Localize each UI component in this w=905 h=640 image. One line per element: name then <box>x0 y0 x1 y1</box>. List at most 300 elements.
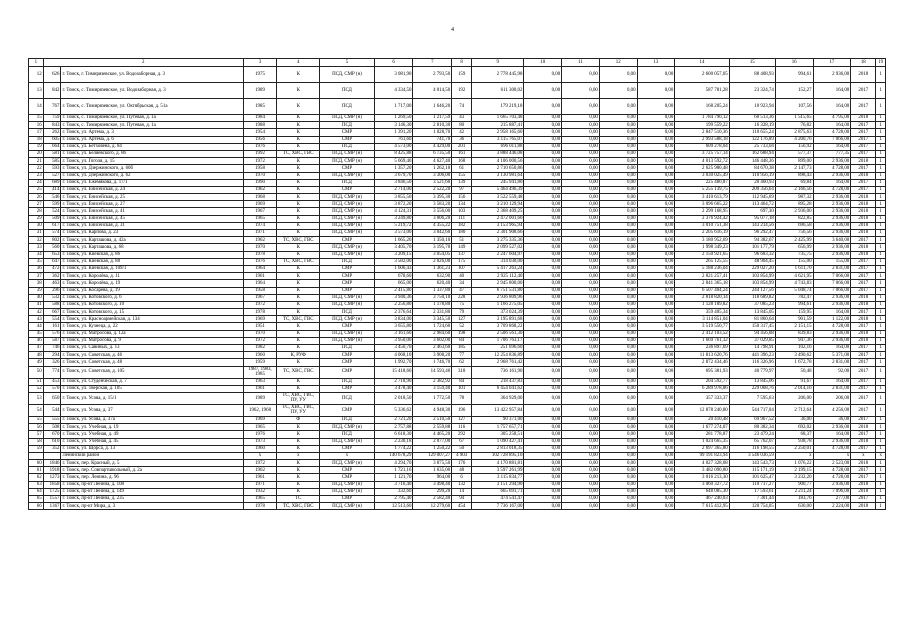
table-cell: 0,00 <box>524 244 562 251</box>
table-cell: 3 855,50 <box>374 194 413 201</box>
table-cell: 0,00 <box>524 445 562 452</box>
table-cell: 0,00 <box>599 385 637 392</box>
table-row <box>29 424 886 431</box>
table-cell: г. Томск, ул. Котовского, д. 10 <box>61 301 243 308</box>
table-cell: 75 <box>452 301 472 308</box>
table-cell: ПСД <box>320 416 374 423</box>
table-cell: 1971 <box>243 481 277 488</box>
table-cell: 0,00 <box>562 215 600 222</box>
table-cell: ТС, ХВС, ГВС, ПУ, УУ <box>277 392 320 404</box>
table-cell: г. Томск, ул. Учебная, д. 19 <box>61 424 243 431</box>
table-cell: 34 <box>29 251 44 258</box>
table-cell: 51 <box>29 378 44 385</box>
table-cell: К <box>277 165 320 172</box>
table-cell: 164,00 <box>813 309 851 316</box>
table-cell: 0,00 <box>599 488 637 495</box>
table-cell: 65 762,07 <box>729 438 775 445</box>
table-cell: 2 368 409,25 <box>472 208 524 215</box>
table-cell: 0,00 <box>599 294 637 301</box>
table-cell: 8 425,88 <box>374 150 413 157</box>
table-cell: 842 <box>43 83 61 99</box>
table-cell: 2017 <box>851 237 876 244</box>
table-cell: 24 <box>29 179 44 186</box>
table-cell: 1 774,22 <box>374 445 413 452</box>
table-cell: 364 929,00 <box>472 392 524 404</box>
table-cell: 0,00 <box>637 165 675 172</box>
table-cell: 1725 <box>43 488 61 495</box>
table-cell: 78 <box>452 392 472 404</box>
table-cell: Ф <box>277 416 320 423</box>
table-cell: 1963 <box>243 378 277 385</box>
table-cell: 2018 <box>851 294 876 301</box>
table-cell: 3 151 294,90 <box>472 481 524 488</box>
table-cell: 66 <box>29 503 44 510</box>
table-cell: 1 <box>876 194 886 201</box>
table-cell: 69,84 <box>775 179 813 186</box>
table-cell: ТС <box>277 496 320 503</box>
table-cell: 1961 <box>243 273 277 280</box>
table-cell: 29 <box>29 215 44 222</box>
table-row <box>29 172 886 179</box>
column-number: 8 <box>452 59 472 67</box>
table-cell: 1 <box>876 392 886 404</box>
table-cell: 696,58 <box>775 222 813 229</box>
table-cell: 4 068,10 <box>374 352 413 359</box>
column-number: 19 <box>876 59 886 67</box>
table-cell: 1960 <box>243 352 277 359</box>
table-cell: 0,00 <box>637 416 675 423</box>
table-cell: 1958 <box>243 287 277 294</box>
table-cell: 314 030,00 <box>472 258 524 265</box>
table-row <box>29 265 886 272</box>
table-cell: К <box>277 186 320 193</box>
table-cell: 1 <box>876 366 886 378</box>
table-cell: г. Томск, ул. Киевская, д. 109/1 <box>61 265 243 272</box>
table-cell: 88 408,93 <box>729 67 775 83</box>
table-cell: 97 <box>452 186 472 193</box>
table-cell: г. Томск, ул. Усова, д. 15/1 <box>61 392 243 404</box>
table-cell: 2018 <box>851 488 876 495</box>
table-cell: 7 066,00 <box>813 280 851 287</box>
table-cell: 79 <box>452 309 472 316</box>
table-cell: 277,00 <box>813 496 851 503</box>
table-cell: 599 <box>43 201 61 208</box>
table-cell: 0,00 <box>637 474 675 481</box>
table-cell: ПСД <box>320 258 374 265</box>
table-cell: 1 <box>876 201 886 208</box>
table-cell: ПСД, СМР (н) <box>320 424 374 431</box>
table-cell: 0,00 <box>599 316 637 323</box>
table-cell: 453 <box>43 378 61 385</box>
table-cell: 4 106 000,56 <box>472 158 524 165</box>
table-cell: 3 602,00 <box>413 337 452 344</box>
table-cell: 3 249,80 <box>374 215 413 222</box>
table-cell: 1 669 761,32 <box>675 337 729 344</box>
table-cell: 0,00 <box>524 474 562 481</box>
table-cell: СМР <box>320 352 374 359</box>
table-cell: 31 <box>29 230 44 237</box>
table-row <box>29 237 886 244</box>
table-cell: 1 <box>876 352 886 359</box>
table-cell: 1 250,22 <box>413 445 452 452</box>
table-cell: г. Томск, ул. Карташова, д. 68 <box>61 244 243 251</box>
table-cell: г. Томск, пер. Ленина, д. 96 <box>61 474 243 481</box>
table-cell: 1 757 657,71 <box>472 424 524 431</box>
table-cell: 2017 <box>851 378 876 385</box>
table-cell: 77 <box>452 352 472 359</box>
table-row <box>29 323 886 330</box>
column-number: 12 <box>599 59 637 67</box>
table-cell: СМР <box>320 474 374 481</box>
table-cell: 964,00 <box>413 474 452 481</box>
table-cell: 2 831,00 <box>813 359 851 366</box>
table-cell: 0,00 <box>599 438 637 445</box>
table-cell: 4 200,76 <box>775 136 813 143</box>
table-cell: 0,00 <box>524 215 562 222</box>
table-cell: 1 <box>876 445 886 452</box>
table-cell: 0,00 <box>562 452 600 459</box>
table-cell: 0,00 <box>562 424 600 431</box>
table-cell: 127 <box>452 316 472 323</box>
table-cell: 12 254 836,89 <box>472 352 524 359</box>
table-cell: 0,00 <box>599 165 637 172</box>
table-cell: 5 219,72 <box>374 222 413 229</box>
table-cell: 0,00 <box>599 301 637 308</box>
table-cell: 1 262,10 <box>413 165 452 172</box>
table-cell: 103 <box>452 208 472 215</box>
table-cell: 2 510,50 <box>413 416 452 423</box>
table-cell: 91,67 <box>775 378 813 385</box>
table-cell: 199 559,22 <box>675 122 729 129</box>
table-cell: 2 936,00 <box>813 424 851 431</box>
table-cell: 843 <box>43 122 61 129</box>
table-cell: 454 <box>452 503 472 510</box>
table-cell: 0,00 <box>637 265 675 272</box>
table-cell: 4 903 <box>452 452 472 459</box>
table-cell: 1971 <box>243 230 277 237</box>
table-cell: г. Томск, ул. Артема, д. 6 <box>61 136 243 143</box>
table-cell: 632,90 <box>413 273 452 280</box>
table-cell: 777,35 <box>813 150 851 157</box>
table-cell: 2 936,00 <box>813 172 851 179</box>
table-cell: 620,40 <box>413 280 452 287</box>
table-cell: 2 721,20 <box>374 416 413 423</box>
table-cell: 14 593,46 <box>413 366 452 378</box>
table-cell: К <box>277 129 320 136</box>
table-cell: 0,00 <box>637 385 675 392</box>
table-cell: 1 <box>876 251 886 258</box>
column-number: 2 <box>43 59 243 67</box>
table-cell: 0,00 <box>599 179 637 186</box>
table-cell: г. Томск, ул. Енисейская, д. 45 <box>61 215 243 222</box>
table-cell: 42 <box>29 309 44 316</box>
table-cell: 2017 <box>851 496 876 503</box>
table-cell: 0,00 <box>599 158 637 165</box>
table-cell: 0,00 <box>524 67 562 83</box>
table-cell: СМР <box>320 136 374 143</box>
table-cell: 1 <box>876 215 886 222</box>
table-cell: 2 026,00 <box>413 258 452 265</box>
table-cell: 899,00 <box>775 158 813 165</box>
table-cell: 1 090 427,41 <box>472 438 524 445</box>
table-row <box>29 115 886 122</box>
table-cell: ПСД <box>320 99 374 115</box>
table-cell: 179 219,18 <box>472 99 524 115</box>
table-cell: 0,00 <box>562 136 600 143</box>
table-cell: г. Томск, пер. Совпартшкольный, д. 2а <box>61 467 243 474</box>
table-cell: СМР <box>320 129 374 136</box>
table-cell: 0,00 <box>637 352 675 359</box>
table-cell: 1 646,20 <box>413 99 452 115</box>
table-row <box>29 251 886 258</box>
table-cell: 3 498,40 <box>413 481 452 488</box>
table-cell: 2018 <box>851 460 876 467</box>
table-cell: К <box>277 194 320 201</box>
table-cell: 0,00 <box>562 158 600 165</box>
column-number: 6 <box>374 59 413 67</box>
table-cell: 588 <box>43 301 61 308</box>
table-cell: К <box>277 301 320 308</box>
table-cell: 0,00 <box>562 251 600 258</box>
table-cell: 1 <box>876 83 886 99</box>
table-cell: 656,99 <box>775 244 813 251</box>
table-cell: 76,82 <box>775 122 813 129</box>
table-cell: 23 479,24 <box>729 431 775 438</box>
table-cell: 7 066,00 <box>813 287 851 294</box>
table-cell: 0,00 <box>599 280 637 287</box>
table-cell: 7 301,44 <box>729 496 775 503</box>
table-cell: 736 161,90 <box>472 366 524 378</box>
table-cell: 1954 <box>243 129 277 136</box>
table-cell: 2 936,00 <box>813 222 851 229</box>
table-cell: 37 029,85 <box>729 337 775 344</box>
column-number: 9 <box>472 59 524 67</box>
table-cell: 161 <box>452 150 472 157</box>
table-cell: 0,00 <box>637 67 675 83</box>
table-cell: 3 482 090,80 <box>675 467 729 474</box>
table-cell: ТС, ХВС, ГВС, ПУ, УУ <box>277 404 320 416</box>
table-cell: 0,00 <box>562 438 600 445</box>
table-cell: 2 625 980,48 <box>675 165 729 172</box>
table-cell: К <box>277 158 320 165</box>
column-number: 18 <box>851 59 876 67</box>
table-cell: 0,00 <box>562 67 600 83</box>
table-cell: 156,92 <box>775 143 813 150</box>
table-cell: 2018 <box>851 251 876 258</box>
table-cell: 0,00 <box>524 431 562 438</box>
table-cell: 0,00 <box>637 150 675 157</box>
table-cell: г. Томск, ул. Красноармейская, д. 134 <box>61 316 243 323</box>
table-cell: 56 <box>29 424 44 431</box>
table-cell: 0,00 <box>599 67 637 83</box>
table-cell: 0,00 <box>599 474 637 481</box>
table-cell: 4 014,50 <box>413 83 452 99</box>
table-cell: 0,00 <box>637 438 675 445</box>
table-cell: 0,00 <box>562 404 600 416</box>
table-cell: 1 <box>876 294 886 301</box>
table-row <box>29 503 886 510</box>
table-cell: 1 746,70 <box>413 359 452 366</box>
table-cell: ПСД <box>320 309 374 316</box>
table-cell: 1 <box>876 258 886 265</box>
table-cell: 994,61 <box>775 67 813 83</box>
table-cell: 5 669,40 <box>374 158 413 165</box>
table-cell: 0,00 <box>524 230 562 237</box>
table-cell: 1 <box>876 287 886 294</box>
table-cell: 0,00 <box>524 503 562 510</box>
table-cell: 735,75 <box>775 251 813 258</box>
table-cell: ПСД, СМР (н) <box>320 503 374 510</box>
table-cell: г. Томск, ул. Советская, д. 46 <box>61 352 243 359</box>
table-cell: 2 936,00 <box>813 67 851 83</box>
table-cell: г. Томск, ул. Енисейская, д. 24 <box>61 186 243 193</box>
table-cell: 0,00 <box>599 230 637 237</box>
table-cell: 180 <box>452 230 472 237</box>
table-cell: 2017 <box>851 258 876 265</box>
table-cell: 1 665,20 <box>374 237 413 244</box>
table-cell: х <box>775 452 813 459</box>
table-cell: 782,47 <box>775 294 813 301</box>
table-cell: 362 <box>43 273 61 280</box>
table-cell: 1 <box>876 186 886 193</box>
table-cell: 225 480,87 <box>675 179 729 186</box>
table-cell: 0,00 <box>637 122 675 129</box>
table-cell: 0,00 <box>599 481 637 488</box>
table-cell: 0,00 <box>637 172 675 179</box>
table-cell: 101 <box>452 385 472 392</box>
table-cell: 0,00 <box>637 186 675 193</box>
table-cell: 17 <box>29 129 44 136</box>
table-cell: 2 945 800,00 <box>472 280 524 287</box>
table-cell: 4 124,31 <box>374 208 413 215</box>
table-cell: 741,70 <box>413 136 452 143</box>
table-cell: 127 <box>452 416 472 423</box>
table-cell: 164,00 <box>813 99 851 115</box>
table-cell: К <box>277 287 320 294</box>
table-cell: ПСД, СМР (н) <box>320 301 374 308</box>
table-cell: 650 <box>43 392 61 404</box>
table-cell: 2017 <box>851 280 876 287</box>
table-cell: 2 256,80 <box>374 301 413 308</box>
table-cell: 3 456,70 <box>374 345 413 352</box>
table-cell: 183,76 <box>775 496 813 503</box>
table-cell: 40 <box>452 273 472 280</box>
table-cell: 0,00 <box>562 122 600 129</box>
table-cell: 2 151,15 <box>775 323 813 330</box>
table-cell: 2018 <box>851 194 876 201</box>
table-cell: г. Томск, ул. Ежемякова, д. 17/1 <box>61 179 243 186</box>
table-cell: х <box>813 452 851 459</box>
table-cell: 12 <box>29 67 44 83</box>
table-cell: Ленинский район <box>61 452 243 459</box>
table-row <box>29 287 886 294</box>
table-cell: 0,00 <box>637 392 675 404</box>
table-cell: ПСД <box>320 431 374 438</box>
table-cell: 0,00 <box>599 366 637 378</box>
table-cell: 0,00 <box>524 366 562 378</box>
table-cell: 0,00 <box>562 294 600 301</box>
table-cell: г. Томск, пер. Красный, д. 5 <box>61 460 243 467</box>
table-cell: 7 096,00 <box>813 488 851 495</box>
table-cell: 21 <box>29 158 44 165</box>
table-cell: 0,00 <box>599 424 637 431</box>
table-cell: 0,00 <box>562 194 600 201</box>
table-cell: 162 688,94 <box>729 150 775 157</box>
table-cell: К <box>277 481 320 488</box>
table-cell: г. Томск, ул. Косарева, д. 19 <box>61 287 243 294</box>
table-cell: 2017 <box>851 474 876 481</box>
table-cell: СМР <box>320 496 374 503</box>
table-cell: 2018 <box>851 503 876 510</box>
table-cell: г. Томск, ул. Советская, д. 105 <box>61 366 243 378</box>
table-cell: 0,00 <box>524 438 562 445</box>
table-cell: 0,00 <box>637 273 675 280</box>
table-cell: 0,00 <box>524 201 562 208</box>
table-cell: х <box>243 452 277 459</box>
table-cell: 0,00 <box>524 416 562 423</box>
table-cell: 18 <box>29 136 44 143</box>
table-cell: х <box>851 452 876 459</box>
table-cell: г. Томск, пр-кт Мира, д. 3 <box>61 503 243 510</box>
table-cell: 3 195,70 <box>413 244 452 251</box>
table-cell: 1 <box>876 165 886 172</box>
table-cell: 155 <box>452 172 472 179</box>
table-cell: К <box>277 438 320 445</box>
table-cell: 2 936,00 <box>813 251 851 258</box>
table-cell: 6 289 978,86 <box>675 385 729 392</box>
table-cell: 0,00 <box>637 201 675 208</box>
table-cell: 129 007,27 <box>413 452 452 459</box>
table-cell: 3 146,30 <box>374 122 413 129</box>
table-cell: 4 027 328,08 <box>675 460 729 467</box>
table-cell: К <box>277 309 320 316</box>
table-cell: 0,00 <box>599 460 637 467</box>
table-cell: 107,56 <box>775 99 813 115</box>
table-cell: 2 936,00 <box>813 337 851 344</box>
table-cell: 0,00 <box>637 83 675 99</box>
table-cell: ПСД, СМР (н) <box>320 330 374 337</box>
table-cell: 0,00 <box>599 83 637 99</box>
column-number: 4 <box>277 59 320 67</box>
table-cell: 1973 <box>243 438 277 445</box>
table-cell: 2 247 604,97 <box>472 251 524 258</box>
table-cell: 107 <box>452 265 472 272</box>
table-cell: К <box>277 215 320 222</box>
table-cell: 0,00 <box>599 222 637 229</box>
table-cell: 296 <box>43 287 61 294</box>
table-cell: 1 998 349,23 <box>675 244 729 251</box>
table-cell: 25 733,04 <box>729 143 775 150</box>
table-cell: 164,00 <box>813 179 851 186</box>
table-cell: 17 593,61 <box>729 488 775 495</box>
table-cell: 1 217,59 <box>413 115 452 122</box>
table-cell: К <box>277 280 320 287</box>
table-cell: 80 382,34 <box>729 424 775 431</box>
table-cell: 524 <box>43 208 61 215</box>
table-cell: 52 <box>29 385 44 392</box>
table-cell: 667 <box>43 309 61 316</box>
table-cell: 2 522,20 <box>413 186 452 193</box>
table-cell: 3 115 834,77 <box>472 474 524 481</box>
table-cell: 2018 <box>851 158 876 165</box>
table-cell: 101 177,79 <box>729 244 775 251</box>
table-cell: ПСД, СМР (н) <box>320 201 374 208</box>
table-cell: ПСД <box>320 378 374 385</box>
table-cell: 508 <box>43 424 61 431</box>
table-cell: 68,37 <box>775 431 813 438</box>
table-cell: 299,20 <box>413 488 452 495</box>
table-cell: 2 936,00 <box>813 230 851 237</box>
